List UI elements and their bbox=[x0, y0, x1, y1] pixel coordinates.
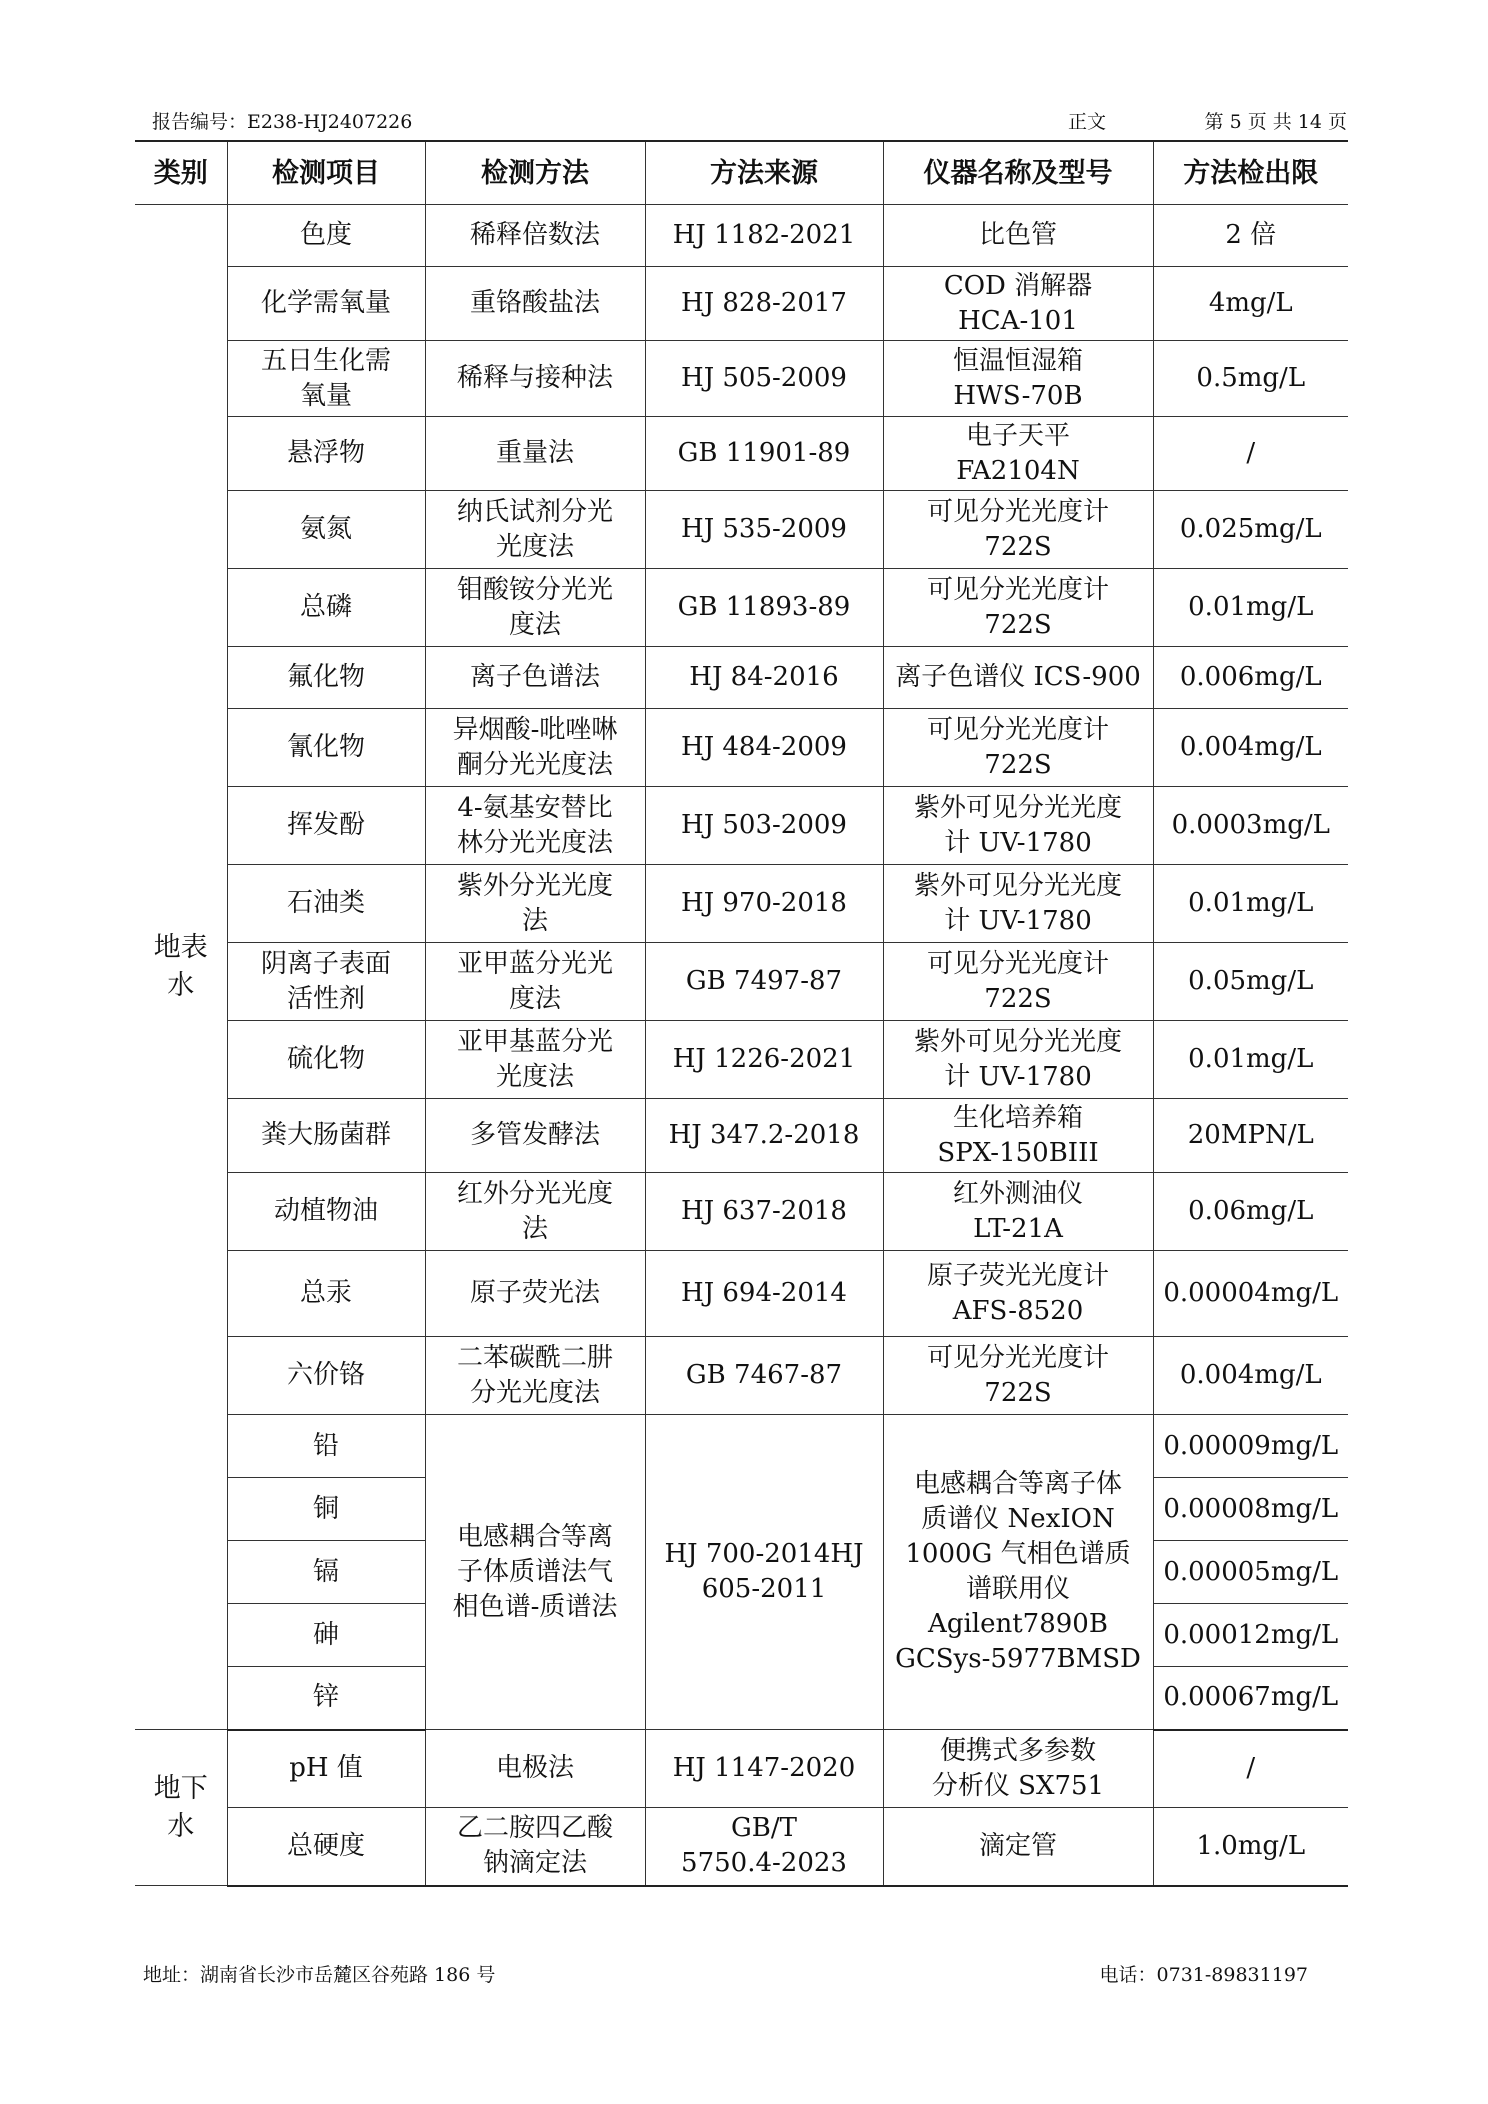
limit-cell: 0.05mg/L bbox=[1153, 943, 1348, 1021]
method-cell-line: 原子荧光法 bbox=[469, 1278, 600, 1308]
method-cell bbox=[425, 569, 645, 647]
method-cell-line: 电极法 bbox=[495, 1753, 574, 1783]
instrument-cell-line: 紫外可见分光光度 bbox=[913, 792, 1122, 823]
source-cell bbox=[645, 1021, 883, 1099]
limit-cell: 0.0003mg/L bbox=[1153, 787, 1348, 865]
table-row bbox=[135, 1021, 1348, 1099]
source-cell-line: HJ 1147-2020 bbox=[672, 1753, 856, 1783]
category-cell bbox=[135, 1730, 227, 1886]
column-header-category: 类别 bbox=[135, 141, 227, 205]
source-cell-line: GB 7467-87 bbox=[685, 1360, 843, 1390]
item-cell bbox=[227, 417, 425, 491]
table-row bbox=[135, 1099, 1348, 1173]
instrument-cell-line: 原子荧光光度计 bbox=[926, 1260, 1109, 1291]
instrument-cell-line: 便携式多参数 bbox=[939, 1735, 1096, 1766]
item-cell bbox=[227, 1541, 425, 1604]
report-number: 报告编号：E238-HJ2407226 bbox=[152, 111, 413, 133]
page-header bbox=[152, 104, 1347, 140]
source-cell-line: GB/T bbox=[731, 1813, 797, 1844]
limit-cell: 0.01mg/L bbox=[1153, 1021, 1348, 1099]
method-cell-line: 离子色谱法 bbox=[469, 662, 600, 692]
table-row bbox=[135, 1173, 1348, 1251]
source-cell bbox=[645, 647, 883, 709]
instrument-cell-line: 分析仪 SX751 bbox=[931, 1770, 1105, 1801]
instrument-cell-line: HWS-70B bbox=[953, 380, 1083, 411]
source-cell-line: 605-2011 bbox=[701, 1574, 827, 1604]
source-cell bbox=[645, 1730, 883, 1808]
instrument-cell-line: 可见分光光度计 bbox=[926, 496, 1109, 527]
method-cell-line: 亚甲基蓝分光 bbox=[456, 1026, 613, 1057]
instrument-cell bbox=[883, 1099, 1153, 1173]
item-cell-line: 化学需氧量 bbox=[260, 288, 391, 318]
source-cell-line: HJ 828-2017 bbox=[681, 288, 847, 318]
item-cell-line: 氰化物 bbox=[286, 732, 365, 762]
item-cell bbox=[227, 1337, 425, 1415]
method-cell bbox=[425, 1173, 645, 1251]
limit-cell: 0.00008mg/L bbox=[1153, 1478, 1348, 1541]
source-cell bbox=[645, 787, 883, 865]
instrument-cell-line: 电子天平 bbox=[965, 420, 1070, 451]
instrument-cell bbox=[883, 417, 1153, 491]
item-cell bbox=[227, 1415, 425, 1478]
method-cell bbox=[425, 865, 645, 943]
item-cell bbox=[227, 787, 425, 865]
method-cell bbox=[425, 341, 645, 417]
instrument-cell-line: 恒温恒湿箱 bbox=[952, 345, 1083, 376]
item-cell bbox=[227, 865, 425, 943]
source-cell-line: HJ 637-2018 bbox=[681, 1196, 847, 1226]
item-cell bbox=[227, 1251, 425, 1337]
table-row bbox=[135, 491, 1348, 569]
method-cell-line: 乙二胺四乙酸 bbox=[456, 1813, 613, 1844]
source-cell-line: HJ 505-2009 bbox=[681, 363, 847, 393]
method-cell-line: 酮分光光度法 bbox=[456, 749, 613, 780]
method-cell-line: 光度法 bbox=[495, 1061, 574, 1092]
item-cell bbox=[227, 709, 425, 787]
source-cell-line: GB 7497-87 bbox=[685, 966, 843, 996]
table-row bbox=[135, 205, 1348, 267]
instrument-cell-line: GCSys-5977BMSD bbox=[895, 1644, 1141, 1674]
item-cell-line: 色度 bbox=[299, 220, 352, 250]
category-cell-line: 地表 bbox=[153, 932, 208, 963]
source-cell bbox=[645, 709, 883, 787]
item-cell-line: 铅 bbox=[312, 1430, 339, 1461]
item-cell bbox=[227, 943, 425, 1021]
instrument-cell-line: HCA-101 bbox=[958, 305, 1078, 336]
method-cell bbox=[425, 1021, 645, 1099]
instrument-cell-line: 滴定管 bbox=[978, 1830, 1057, 1861]
item-cell-line: 总汞 bbox=[299, 1278, 352, 1308]
method-cell-line: 分光光度法 bbox=[469, 1377, 600, 1408]
instrument-cell bbox=[883, 1415, 1153, 1730]
item-cell bbox=[227, 1604, 425, 1667]
method-cell-line: 红外分光光度 bbox=[456, 1178, 613, 1209]
source-cell bbox=[645, 267, 883, 341]
item-cell-line: 镉 bbox=[312, 1556, 339, 1587]
item-cell bbox=[227, 341, 425, 417]
method-cell-line: 法 bbox=[521, 905, 548, 936]
table-row bbox=[135, 267, 1348, 341]
method-cell bbox=[425, 1251, 645, 1337]
item-cell bbox=[227, 1173, 425, 1251]
instrument-cell-line: 谱联用仪 bbox=[965, 1574, 1070, 1604]
instrument-cell bbox=[883, 709, 1153, 787]
source-cell bbox=[645, 491, 883, 569]
instrument-cell bbox=[883, 1337, 1153, 1415]
instrument-cell bbox=[883, 267, 1153, 341]
item-cell-line: pH 值 bbox=[289, 1753, 363, 1784]
instrument-cell bbox=[883, 205, 1153, 267]
source-cell-line: GB 11901-89 bbox=[677, 438, 851, 468]
source-cell-line: HJ 970-2018 bbox=[681, 888, 847, 918]
limit-cell: 0.00067mg/L bbox=[1153, 1667, 1348, 1730]
item-cell-line: 砷 bbox=[312, 1619, 339, 1650]
method-cell-line: 钼酸铵分光光 bbox=[456, 574, 613, 605]
method-cell bbox=[425, 647, 645, 709]
method-cell-line: 异烟酸-吡唑啉 bbox=[452, 714, 618, 745]
source-cell bbox=[645, 417, 883, 491]
limit-cell: / bbox=[1153, 417, 1348, 491]
table-row bbox=[135, 1251, 1348, 1337]
table-row bbox=[135, 1337, 1348, 1415]
instrument-cell bbox=[883, 865, 1153, 943]
limit-cell: 4mg/L bbox=[1153, 267, 1348, 341]
limit-cell: 0.01mg/L bbox=[1153, 865, 1348, 943]
limit-cell: 0.00009mg/L bbox=[1153, 1415, 1348, 1478]
source-cell bbox=[645, 943, 883, 1021]
item-cell bbox=[227, 1021, 425, 1099]
item-cell bbox=[227, 1730, 425, 1808]
item-cell bbox=[227, 1478, 425, 1541]
limit-cell: 0.5mg/L bbox=[1153, 341, 1348, 417]
instrument-cell bbox=[883, 647, 1153, 709]
method-cell bbox=[425, 943, 645, 1021]
instrument-cell-line: 计 UV-1780 bbox=[944, 905, 1092, 936]
instrument-cell-line: 紫外可见分光光度 bbox=[913, 1026, 1122, 1057]
method-cell bbox=[425, 417, 645, 491]
method-cell-line: 度法 bbox=[508, 609, 561, 640]
item-cell-line: 氨氮 bbox=[299, 514, 352, 544]
instrument-cell-line: 紫外可见分光光度 bbox=[913, 870, 1122, 901]
source-cell-line: HJ 1226-2021 bbox=[672, 1044, 856, 1074]
instrument-cell-line: 722S bbox=[984, 983, 1052, 1014]
source-cell bbox=[645, 205, 883, 267]
source-cell bbox=[645, 1173, 883, 1251]
instrument-cell bbox=[883, 1251, 1153, 1337]
footer-address: 地址：湖南省长沙市岳麓区谷苑路 186 号 bbox=[143, 1964, 496, 1986]
source-cell-line: HJ 535-2009 bbox=[681, 514, 847, 544]
item-cell-line: 悬浮物 bbox=[286, 438, 365, 468]
item-cell-line: 总磷 bbox=[299, 592, 352, 622]
item-cell-line: 六价铬 bbox=[286, 1360, 365, 1390]
instrument-cell-line: 722S bbox=[984, 749, 1052, 780]
table-row bbox=[135, 1415, 1348, 1478]
limit-cell: 0.004mg/L bbox=[1153, 709, 1348, 787]
source-cell bbox=[645, 341, 883, 417]
source-cell-line: HJ 347.2-2018 bbox=[668, 1120, 860, 1150]
instrument-cell-line: 可见分光光度计 bbox=[926, 714, 1109, 745]
item-cell bbox=[227, 267, 425, 341]
limit-cell: 1.0mg/L bbox=[1153, 1808, 1348, 1886]
instrument-cell bbox=[883, 491, 1153, 569]
limit-cell: 0.01mg/L bbox=[1153, 569, 1348, 647]
instrument-cell-line: 离子色谱仪 ICS-900 bbox=[895, 662, 1141, 692]
column-header-item: 检测项目 bbox=[227, 141, 425, 205]
source-cell bbox=[645, 1099, 883, 1173]
method-cell bbox=[425, 1808, 645, 1886]
limit-cell: 0.00004mg/L bbox=[1153, 1251, 1348, 1337]
category-cell-line: 水 bbox=[167, 970, 195, 1001]
instrument-cell-line: 722S bbox=[984, 1377, 1052, 1408]
method-cell-line: 光度法 bbox=[495, 531, 574, 562]
source-cell-line: HJ 694-2014 bbox=[681, 1278, 847, 1308]
item-cell-line: 动植物油 bbox=[273, 1196, 378, 1226]
column-header-limit: 方法检出限 bbox=[1153, 141, 1348, 205]
detection-method-table bbox=[135, 140, 1348, 1887]
limit-cell: / bbox=[1153, 1730, 1348, 1808]
source-cell-line: HJ 484-2009 bbox=[681, 732, 847, 762]
instrument-cell-line: 电感耦合等离子体 bbox=[913, 1469, 1122, 1499]
source-cell bbox=[645, 1415, 883, 1730]
source-cell bbox=[645, 1808, 883, 1886]
instrument-cell-line: 可见分光光度计 bbox=[926, 948, 1109, 979]
instrument-cell-line: SPX-150BIII bbox=[937, 1137, 1099, 1168]
source-cell-line: GB 11893-89 bbox=[677, 592, 851, 622]
limit-cell: 0.06mg/L bbox=[1153, 1173, 1348, 1251]
page-footer bbox=[143, 1957, 1308, 1993]
method-cell-line: 钠滴定法 bbox=[482, 1848, 587, 1879]
instrument-cell-line: COD 消解器 bbox=[943, 270, 1093, 301]
item-cell bbox=[227, 1667, 425, 1730]
category-cell-line: 水 bbox=[167, 1810, 195, 1842]
instrument-cell-line: 计 UV-1780 bbox=[944, 827, 1092, 858]
item-cell-line: 铜 bbox=[312, 1493, 339, 1524]
instrument-cell bbox=[883, 1808, 1153, 1886]
table-row bbox=[135, 1808, 1348, 1886]
table-row bbox=[135, 943, 1348, 1021]
instrument-cell bbox=[883, 569, 1153, 647]
method-cell-line: 重量法 bbox=[495, 438, 574, 468]
item-cell-line: 粪大肠菌群 bbox=[260, 1120, 391, 1150]
instrument-cell-line: 1000G 气相色谱质 bbox=[905, 1539, 1131, 1569]
item-cell-line: 硫化物 bbox=[286, 1044, 365, 1074]
item-cell bbox=[227, 205, 425, 267]
item-cell-line: 锌 bbox=[312, 1682, 339, 1713]
instrument-cell bbox=[883, 787, 1153, 865]
method-cell bbox=[425, 1337, 645, 1415]
item-cell-line: 氧量 bbox=[299, 380, 352, 411]
item-cell-line: 五日生化需 bbox=[260, 345, 391, 376]
column-header-source: 方法来源 bbox=[645, 141, 883, 205]
method-cell-line: 紫外分光光度 bbox=[456, 870, 613, 901]
method-cell bbox=[425, 1730, 645, 1808]
footer-phone: 电话：0731-89831197 bbox=[1099, 1964, 1308, 1986]
instrument-cell-line: Agilent7890B bbox=[928, 1609, 1108, 1639]
method-cell bbox=[425, 491, 645, 569]
method-cell bbox=[425, 1415, 645, 1730]
table-row bbox=[135, 787, 1348, 865]
instrument-cell bbox=[883, 1730, 1153, 1808]
category-cell-line: 地下 bbox=[153, 1772, 208, 1804]
table-row bbox=[135, 709, 1348, 787]
method-cell-line: 子体质谱法气 bbox=[456, 1556, 613, 1587]
source-cell bbox=[645, 569, 883, 647]
item-cell bbox=[227, 1808, 425, 1886]
instrument-cell bbox=[883, 1173, 1153, 1251]
instrument-cell-line: 722S bbox=[984, 609, 1052, 640]
source-cell bbox=[645, 1251, 883, 1337]
item-cell-line: 活性剂 bbox=[286, 983, 365, 1014]
item-cell bbox=[227, 491, 425, 569]
method-cell-line: 相色谱-质谱法 bbox=[452, 1591, 618, 1622]
source-cell-line: HJ 700-2014HJ bbox=[664, 1539, 864, 1569]
method-cell-line: 4-氨基安替比 bbox=[457, 792, 613, 823]
method-cell-line: 多管发酵法 bbox=[469, 1120, 600, 1150]
instrument-cell-line: LT-21A bbox=[973, 1213, 1063, 1244]
instrument-cell-line: 红外测油仪 bbox=[952, 1178, 1083, 1209]
limit-cell: 20MPN/L bbox=[1153, 1099, 1348, 1173]
instrument-cell bbox=[883, 1021, 1153, 1099]
instrument-cell-line: FA2104N bbox=[956, 455, 1080, 486]
item-cell-line: 氟化物 bbox=[286, 662, 365, 692]
limit-cell: 0.00005mg/L bbox=[1153, 1541, 1348, 1604]
source-cell-line: HJ 84-2016 bbox=[689, 662, 839, 692]
column-header-method: 检测方法 bbox=[425, 141, 645, 205]
category-cell bbox=[135, 205, 227, 1730]
method-cell-line: 稀释与接种法 bbox=[456, 363, 613, 393]
item-cell bbox=[227, 647, 425, 709]
table-row bbox=[135, 569, 1348, 647]
page-number: 第 5 页 共 14 页 bbox=[1204, 111, 1347, 133]
instrument-cell-line: 计 UV-1780 bbox=[944, 1061, 1092, 1092]
table-row bbox=[135, 417, 1348, 491]
table-row bbox=[135, 1730, 1348, 1808]
instrument-cell bbox=[883, 943, 1153, 1021]
method-cell-line: 二苯碳酰二肼 bbox=[456, 1342, 613, 1373]
method-cell bbox=[425, 787, 645, 865]
method-cell bbox=[425, 205, 645, 267]
limit-cell: 0.004mg/L bbox=[1153, 1337, 1348, 1415]
source-cell-line: HJ 503-2009 bbox=[681, 810, 847, 840]
item-cell-line: 总硬度 bbox=[286, 1830, 365, 1861]
method-cell-line: 纳氏试剂分光 bbox=[456, 496, 613, 527]
method-cell-line: 稀释倍数法 bbox=[469, 220, 600, 250]
table-row bbox=[135, 647, 1348, 709]
method-cell-line: 电感耦合等离 bbox=[456, 1521, 613, 1552]
instrument-cell-line: 722S bbox=[984, 531, 1052, 562]
section-name: 正文 bbox=[1068, 111, 1107, 133]
method-cell bbox=[425, 267, 645, 341]
table-body bbox=[135, 205, 1348, 1886]
method-cell-line: 重铬酸盐法 bbox=[469, 288, 600, 318]
instrument-cell-line: AFS-8520 bbox=[952, 1295, 1084, 1326]
item-cell bbox=[227, 1099, 425, 1173]
source-cell bbox=[645, 865, 883, 943]
table-row bbox=[135, 865, 1348, 943]
table-header-row bbox=[135, 141, 1348, 205]
instrument-cell-line: 质谱仪 NexION bbox=[921, 1504, 1115, 1534]
table-row bbox=[135, 341, 1348, 417]
method-cell-line: 度法 bbox=[508, 983, 561, 1014]
limit-cell: 0.006mg/L bbox=[1153, 647, 1348, 709]
method-cell-line: 林分光光度法 bbox=[456, 827, 613, 858]
method-cell bbox=[425, 709, 645, 787]
column-header-instrument: 仪器名称及型号 bbox=[883, 141, 1153, 205]
item-cell bbox=[227, 569, 425, 647]
instrument-cell-line: 比色管 bbox=[978, 220, 1057, 250]
instrument-cell bbox=[883, 341, 1153, 417]
item-cell-line: 挥发酚 bbox=[286, 810, 365, 840]
item-cell-line: 阴离子表面 bbox=[260, 948, 391, 979]
method-cell bbox=[425, 1099, 645, 1173]
method-cell-line: 亚甲蓝分光光 bbox=[456, 948, 613, 979]
method-cell-line: 法 bbox=[521, 1213, 548, 1244]
item-cell-line: 石油类 bbox=[286, 888, 365, 918]
limit-cell: 0.00012mg/L bbox=[1153, 1604, 1348, 1667]
limit-cell: 0.025mg/L bbox=[1153, 491, 1348, 569]
instrument-cell-line: 可见分光光度计 bbox=[926, 1342, 1109, 1373]
instrument-cell-line: 可见分光光度计 bbox=[926, 574, 1109, 605]
source-cell-line: 5750.4-2023 bbox=[681, 1848, 847, 1879]
source-cell-line: HJ 1182-2021 bbox=[672, 220, 856, 250]
limit-cell: 2 倍 bbox=[1153, 205, 1348, 267]
source-cell bbox=[645, 1337, 883, 1415]
instrument-cell-line: 生化培养箱 bbox=[952, 1102, 1083, 1133]
